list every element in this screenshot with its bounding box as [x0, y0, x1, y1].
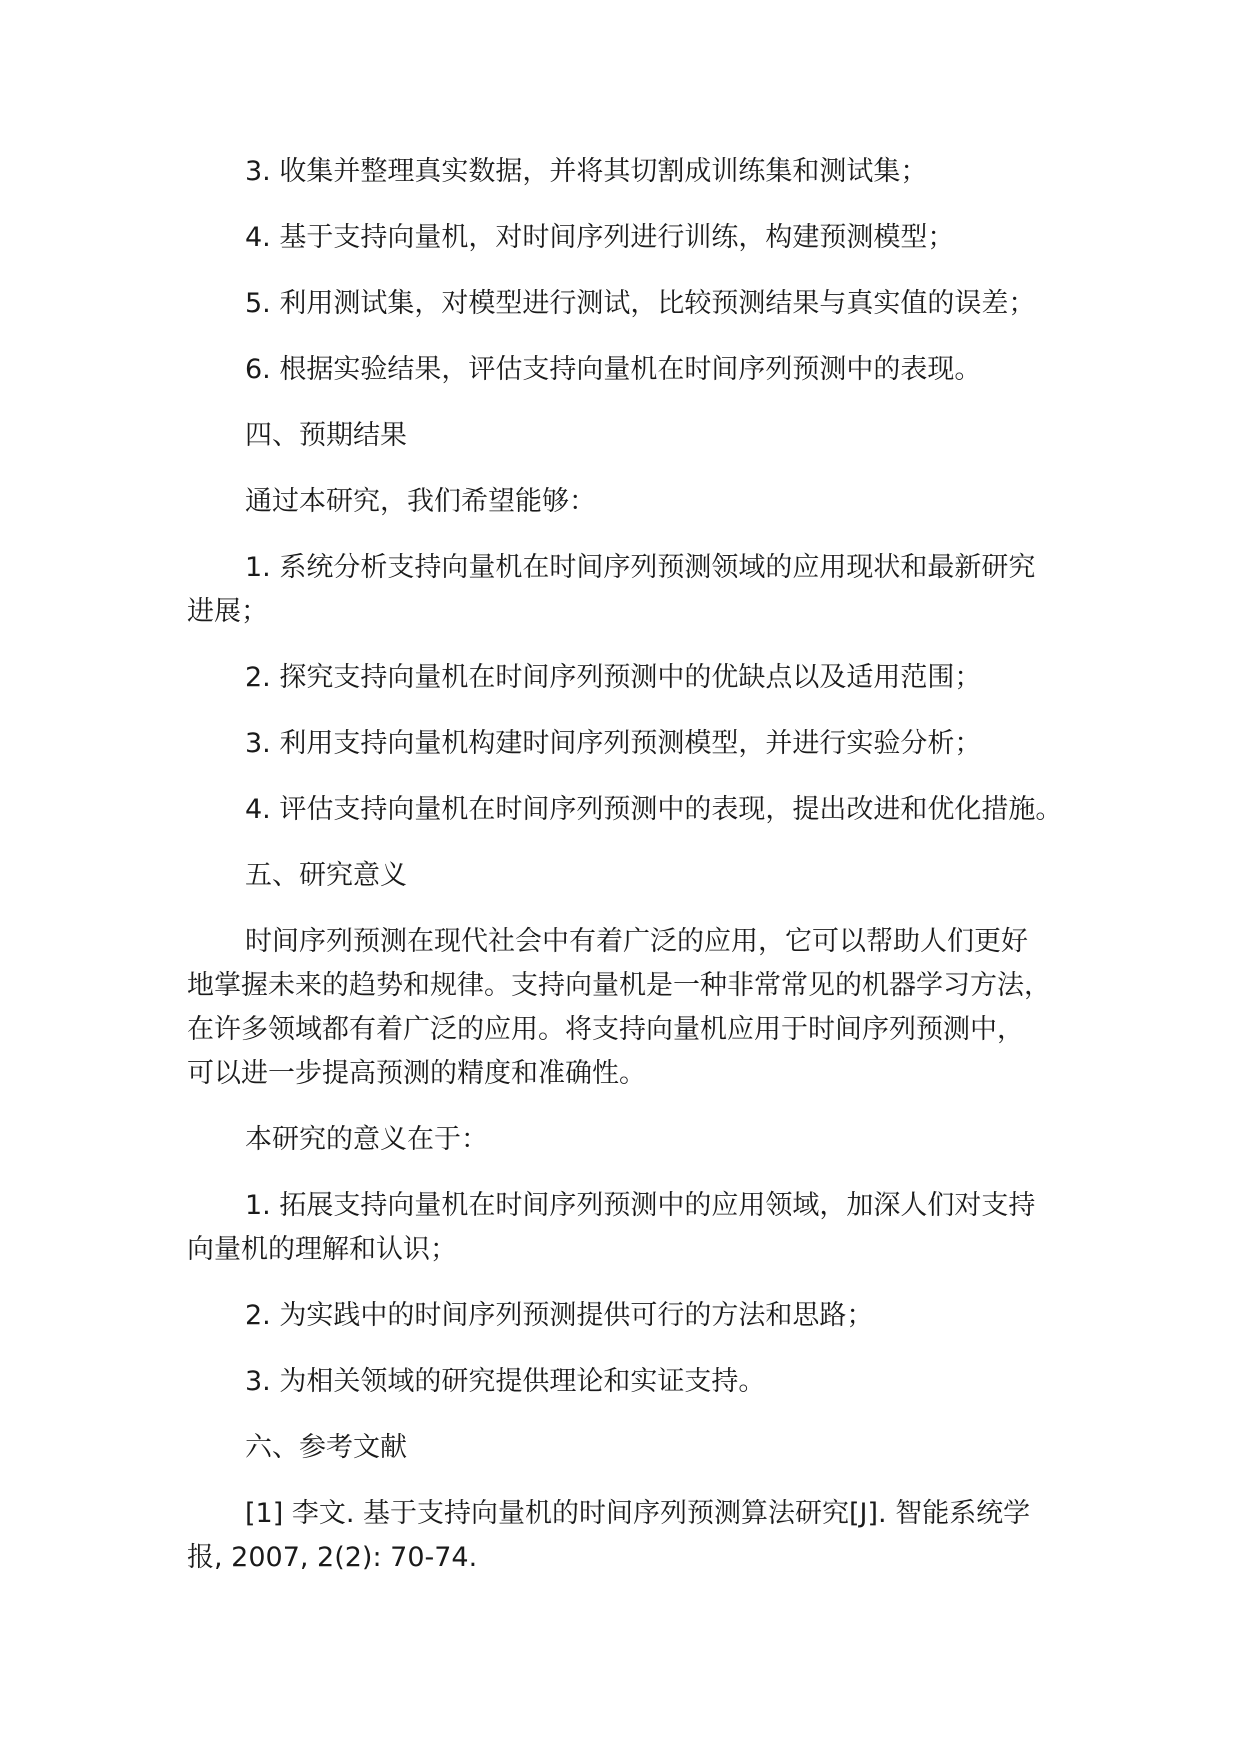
paragraph-line: 5. 利用测试集，对模型进行测试，比较预测结果与真实值的误差；: [245, 288, 1036, 319]
document-body: [187, 150, 1087, 1580]
paragraph-line: 3. 收集并整理真实数据，并将其切割成训练集和测试集；: [245, 156, 928, 187]
section-heading: 四、预期结果: [245, 420, 407, 451]
paragraph-line: 通过本研究，我们希望能够：: [245, 486, 596, 517]
list-item-significance-2: [187, 1294, 1087, 1338]
list-item-step-5: [187, 282, 1087, 326]
list-item-significance-3: [187, 1360, 1087, 1404]
list-item-step-3: [187, 150, 1087, 194]
paragraph-line: 报, 2007, 2(2): 70-74.: [187, 1542, 478, 1573]
list-item-goal-1: [187, 546, 1087, 634]
paragraph-line: 进展；: [187, 596, 268, 627]
paragraph-line: 2. 探究支持向量机在时间序列预测中的优缺点以及适用范围；: [245, 662, 982, 693]
paragraph-line: 时间序列预测在现代社会中有着广泛的应用，它可以帮助人们更好: [245, 926, 1028, 957]
paragraph-line: 3. 利用支持向量机构建时间序列预测模型，并进行实验分析；: [245, 728, 982, 759]
paragraph-line: 可以进一步提高预测的精度和准确性。: [187, 1058, 646, 1089]
paragraph-line: 地掌握未来的趋势和规律。支持向量机是一种非常常见的机器学习方法，: [187, 970, 1051, 1001]
paragraph-line: 1. 系统分析支持向量机在时间序列预测领域的应用现状和最新研究: [245, 552, 1036, 583]
paragraph-line: 本研究的意义在于：: [245, 1124, 488, 1155]
section-heading: 六、参考文献: [245, 1432, 407, 1463]
list-item-significance-1: [187, 1184, 1087, 1272]
paragraph-line: [1] 李文. 基于支持向量机的时间序列预测算法研究[J]. 智能系统学: [245, 1498, 1031, 1529]
section-heading-references: [187, 1426, 1087, 1470]
section-heading: 五、研究意义: [245, 860, 407, 891]
paragraph-line: 在许多领域都有着广泛的应用。将支持向量机应用于时间序列预测中，: [187, 1014, 1024, 1045]
paragraph-significance-intro: [187, 1118, 1087, 1162]
paragraph-line: 1. 拓展支持向量机在时间序列预测中的应用领域，加深人们对支持: [245, 1190, 1036, 1221]
paragraph-intro: [187, 480, 1087, 524]
section-heading-expected-results: [187, 414, 1087, 458]
paragraph-line: 向量机的理解和认识；: [187, 1234, 457, 1265]
list-item-goal-4: [187, 788, 1087, 832]
list-item-goal-3: [187, 722, 1087, 766]
paragraph-line: 2. 为实践中的时间序列预测提供可行的方法和思路；: [245, 1300, 874, 1331]
paragraph-line: 6. 根据实验结果，评估支持向量机在时间序列预测中的表现。: [245, 354, 982, 385]
paragraph-line: 4. 评估支持向量机在时间序列预测中的表现，提出改进和优化措施。: [245, 794, 1063, 825]
section-heading-significance: [187, 854, 1087, 898]
paragraph-line: 3. 为相关领域的研究提供理论和实证支持。: [245, 1366, 766, 1397]
reference-item-1: [187, 1492, 1087, 1580]
list-item-step-6: [187, 348, 1087, 392]
list-item-step-4: [187, 216, 1087, 260]
paragraph-line: 4. 基于支持向量机，对时间序列进行训练，构建预测模型；: [245, 222, 955, 253]
paragraph-significance: [187, 920, 1087, 1096]
list-item-goal-2: [187, 656, 1087, 700]
